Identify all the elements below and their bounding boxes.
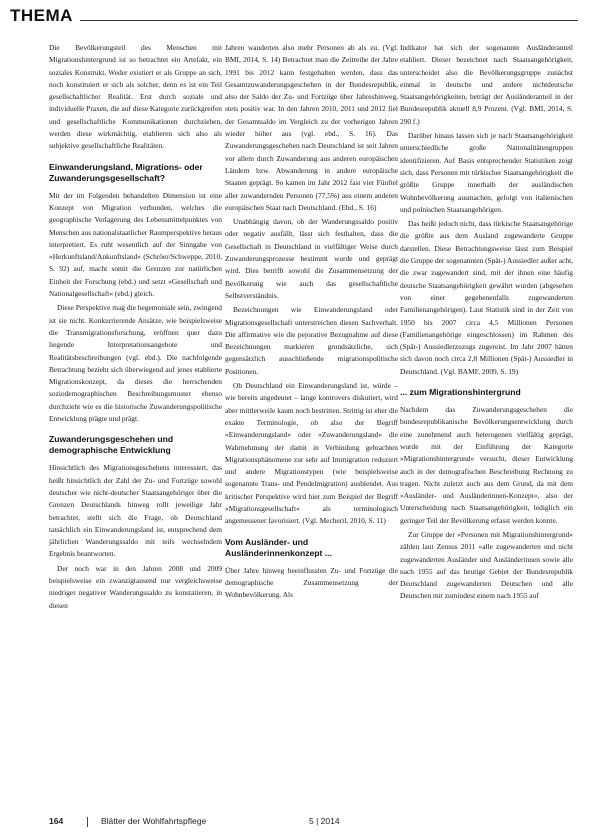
section-rule xyxy=(80,20,578,21)
paragraph: Bezeichnungen wie Einwanderungsland oder Migrationsgesellschaft unterstreichen diesen Sachverhalt. Die affirmative wie die pejorative Bezugnahme auf diese Bezeichnungen markieren grundsätzliche, sich gegensätzlich ausschließende migrationspolitische Positionen. xyxy=(225,305,398,376)
column-1 xyxy=(49,42,222,614)
paragraph: Die Bevölkerungsteil des Menschen mit Migrationshintergrund ist so betrachtet ein Artefakt, ein soziales Konstrukt. Weder existiert er als Gruppe an sich, noch konstituiert er sich als solcher, denn es ist ein Teil gesellschaftlicher Realität. Erst durch soziale und individuelle Praxen, die auf diese Kategorie zurückgreifen und gesellschaftliche Kommunikationen durchziehen, werden diese wirkmächtig, etablieren sich also als subjektive gesellschaftliche Realitäten. xyxy=(49,43,222,151)
journal-name: Blätter der Wohlfahrtspflege xyxy=(101,816,207,826)
paragraph: Das heißt jedoch nicht, dass türkische Staatsangehörige die größte aus dem Ausland zugewanderte Gruppe darstellen. Diese Betrachtungsweise lässt zum Beispiel die Gruppe der sogenannten (Spät-) Aussiedler außer acht, die zwar zugewandert sind, mit der ihnen eine häufig deutsche Staatsangehörigkeit gewährt wurden (abgesehen von einer gegebenenfalls zugewanderten Familienangehörigen). Laut Statistik sind in der Zeit von 1950 bis 2007 circa 4,5 Millionen Personen (Familienangehörige eingeschlossen) im Rahmen des (Spät-) Aussiedlerzuzugs zugereist. Im Jahr 2007 hätten sich davon noch circa 2,8 Millionen (Spät-) Aussiedler in Deutschland. (Vgl. BAMF, 2009, S. 19) xyxy=(400,219,573,376)
paragraph: Jahren wanderten also mehr Personen ab als zu. (Vgl. BMI, 2014, S. 14) Betrachtet man die Zeitreihe der Jahre 1991 bis 2012 kann festgehalten werden, dass das Gesamtzuwanderungsgeschehen in der Bundesrepublik, also der Saldo der Zu- und Fortzüge über Jahreshinweg, stets positiv war. In den Jahren 2010, 2011 und 2012 fiel der Gesamtsaldo im Vergleich zu der vorherigen Jahren wieder höher aus (vgl. ebd., S. 16). Das Zuwanderungsgeschehen nach Deutschland ist seit Jahren vor allem durch Zuwanderung aus anderen europäischen Ländern bzw. Abwanderung in andere europäische Staaten geprägt. So kamen im Jahr 2012 fast vier Fünftel aller zuwandernden Personen (77,5%) aus einem anderen europäischen Staat nach Deutschland. (Ebd., S. 16) xyxy=(225,43,398,212)
subheading: ... zum Migrationshintergrund xyxy=(400,387,521,398)
paragraph: Diese Perspektive mag die hegemoniale sein, zwingend ist sie nicht. Konkurrierende Ansätze, wie beispielsweise die Transmigrationsforschung, eröffnen quer dazu liegende Interpretationsangebote und Realitätsbeschreibungen (vgl. ebd.). Die nachfolgende Betrachtung bezieht sich überwiegend auf jenes etablierte Migrationskonzept, da dieses die herrschenden soziodemographischen Beschreibungsmuster ebenso durchzieht wie es die historische Zuwanderungspolitische Entwicklung prägte und prägt. xyxy=(49,303,222,424)
column-2 xyxy=(225,42,398,603)
paragraph: Ob Deutschland ein Einwanderungsland ist, würde – wie bereits angedeutet – lange kontrovers diskutiert, wird aber mittlerweile kaum noch bestritten. Strittig ist eher die exakte Terminologie, ob also der Begriff »Einwanderungsland« oder »Zuwanderungsland« die Wahrnehmung der damit in Verbindung gebrachten Migrationsphänomene zur sehr auf Immigration reduziert und andere Migrationstypen (wie beispielsweise sogenannte Trans- und Pendelmigration) ausblendet. Aus kritischer Perspektive wird hier zum Beispiel der Begriff »Migrationsgesellschaft« als terminologisch angemessener favorisiert. (Vgl. Mecheril, 2010, S. 11) xyxy=(225,381,398,526)
subheading: Vom Ausländer- und Ausländerinnenkonzept ... xyxy=(225,536,332,558)
subheading: Zuwanderungsgeschehen und demographische Entwicklung xyxy=(49,434,174,456)
page-footer xyxy=(49,816,578,830)
paragraph: Über Jahre hinweg beeinflussten Zu- und Fortzüge die demographische Zusammensetzung der Wohnbevölkerung. Als xyxy=(225,565,398,600)
paragraph: Mit der im Folgenden behandelten Dimension ist eine Konzept von Migration verbunden, welches die geographische Verlagerung des Lebensmittelpunktes von Menschen aus nationalstaatlicher Raumperspektive heraus interpretiert. Es ruht wesentlich auf der Sinngabe von »Herkunftsland/Ankunftsland« (Schröer/Schweppe, 2010, S. 92) auf, macht somit die Grenzen zur natürlichen Einheit der Forschung (ebd.) und setzt »Gesellschaft und Nationalgesellschaft« (ebd.) gleich. xyxy=(49,190,222,299)
section-title: THEMA xyxy=(10,6,73,25)
subheading: Einwanderungsland, Migrations- oder Zuwanderungsgesellschaft? xyxy=(49,161,203,183)
column-3 xyxy=(400,42,573,605)
paragraph: Zur Gruppe der »Personen mit Migrationshintergrund« zählen laut Zensus 2011 »alle zugewanderten und nicht zugewanderten Ausländer und Ausländerinnen sowie alle nach 1955 auf das heutige Gebiet der Bundesrepublik Deutschland zugewanderten Deutschen und alle Deutschen mit zumindest einem nach 1955 auf xyxy=(400,529,573,601)
issue-number: 5 | 2014 xyxy=(309,816,340,826)
page-number: 164 xyxy=(49,816,64,826)
paragraph: Darüber hinaus lassen sich je nach Staatsangehörigkeit unterschiedliche große Nationalitätengruppen identifizieren. Auf Basis entsprechender Statistiken zeigt sich, dass Personen mit türkischer Staatsangehörigkeit die größte Gruppe innerhalb der ausländischen Wohnbevölkerung ausmachen, gefolgt von italienischen und polnischen Staatsangehörigen. xyxy=(400,131,573,214)
paragraph: Nachdem das Zuwanderungsgeschehen die bundesrepublikanische Bevölkerungsentwicklung durch eine zunehmend auch heterogenen vielfältig geprägt, wurde mit der Einführung der Kategorie »Migrationshintergrund« versucht, dieser Entwicklung auch in der demografischen Beschreibung Rechnung zu tragen. Nicht zuletzt auch aus dem Grund, da mit dem »Ausländer- und Ausländerinnen-Konzept«, also der Unterscheidung nach Staatsangehörigkeit, lediglich ein geringer Teil der Bevölkerung erfasst werden konnte. xyxy=(400,405,573,525)
paragraph: Unabhängig davon, ob der Wanderungssaldo positiv oder negativ ausfällt, lässt sich festhalten, dass die Gesellschaft in Deutschland in vielfältiger Weise durch Zuwanderungsprozesse bestimmt wurde und geprägt wird. Dies betrifft sowohl die Zusammensetzung der Bevölkerung wie auch das gesellschaftliche Selbstverständnis. xyxy=(225,217,398,300)
footer-divider xyxy=(87,817,88,827)
paragraph: Indikator hat sich der sogenannte Ausländeranteil etabliert. Dieser bezeichnet nach Staatsangehörigkeit, unterscheidet also die Bevölkerungsgruppe zunächst einmal in deutsche und andere nichtdeutsche Staatsangehörigkeiten, beträgt der Ausländeranteil in der Bundesrepublik aktuell 8,9 Prozent. (Vgl. BMI, 2014, S. 290 f.) xyxy=(400,43,573,126)
paragraph: Der noch war in den Jahren 2008 und 2009 beispielsweise ein zwanzigtausend nur vergleichsweise niedriger negativer Wanderungssaldo zu konstatieren, in diesen xyxy=(49,563,222,610)
paragraph: Hinsichtlich des Migrationsgeschehens interessiert, das heißt hinsichtlich der Zahl der Zu- und Fortzüge sowohl deutscher wie nicht-deutscher Staatsangehöriger über die Grenzen Deutschlands hinweg rollt jeweilige Jahr betrachtet, stellt sich die Frage, ob Deutschland tatsächlich ein Einwanderungsland ist, entsprechend dem jährlichen Wanderungssaldo mit teils wechselndem Ergebnis beantworten. xyxy=(49,463,222,559)
